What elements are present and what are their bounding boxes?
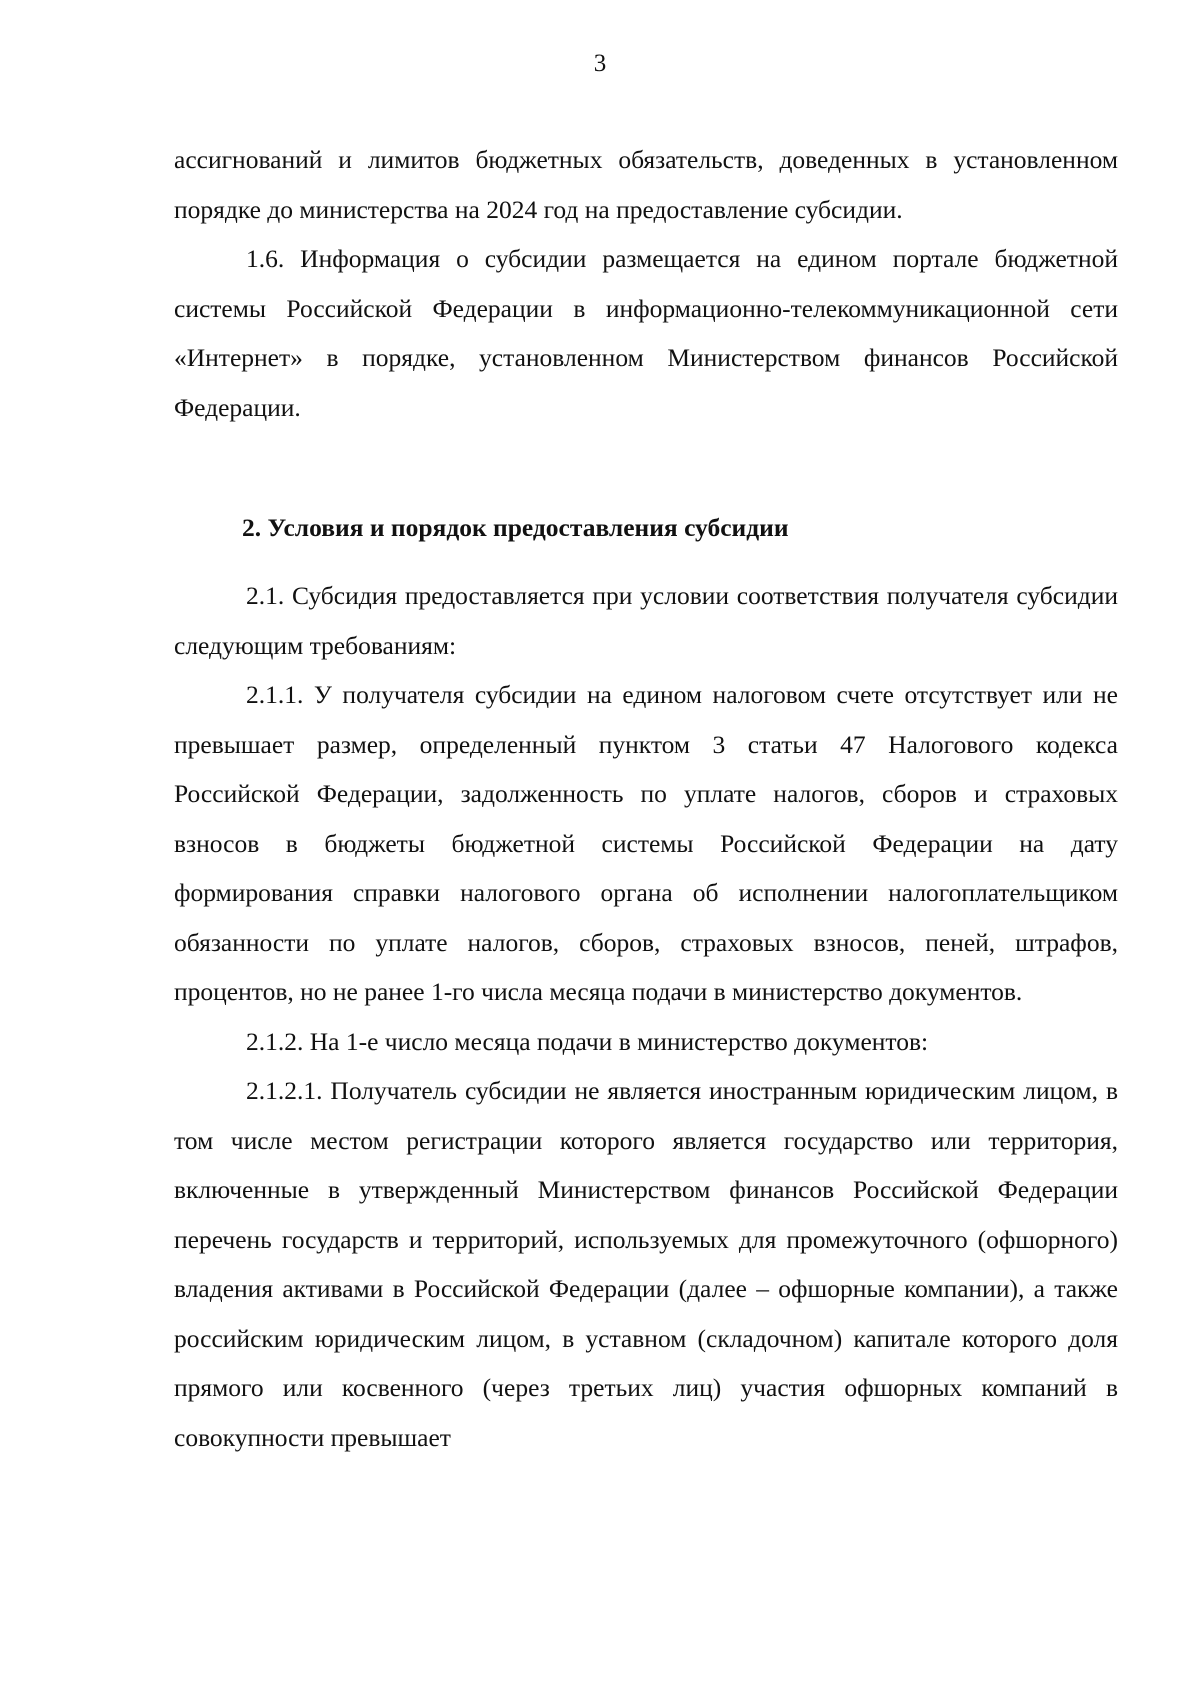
section-1-text [174, 135, 1118, 432]
paragraph-2-1-2: 2.1.2. На 1-е число месяца подачи в министерство документов: [246, 1026, 929, 1056]
paragraph-2-1-2-1: 2.1.2.1. Получатель субсидии не является иностранным юридическим лицом, в том числе местом регистрации которого является государство или территория, включенные в утвержденный Министерством финансов Российской Федерации перечень государств и территорий, используемых для промежуточного (офшорного) владения активами в Российской Федерации (далее – офшорные компании), а также российским юридическим лицом, в уставном (складочном) капитале которого доля прямого или косвенного (через третьих лиц) участия офшорных компаний в совокупности превышает [174, 1076, 1118, 1452]
section-2-text [174, 571, 1118, 1462]
paragraph-2-1: 2.1. Субсидия предоставляется при условии соответствия получателя субсидии следующим требованиям: [174, 581, 1118, 660]
paragraph-continuation: ассигнований и лимитов бюджетных обязательств, доведенных в установленном порядке до министерства на 2024 год на предоставление субсидии. [174, 145, 1118, 224]
section-2-heading: 2. Условия и порядок предоставления субсидии [242, 513, 789, 542]
page-number: 3 [593, 50, 607, 77]
paragraph-1-6: 1.6. Информация о субсидии размещается на едином портале бюджетной системы Российской Федерации в информационно-телекоммуникационной сети «Интернет» в порядке, установленном Министерством финансов Российской Федерации. [174, 244, 1118, 422]
paragraph-2-1-1: 2.1.1. У получателя субсидии на едином налоговом счете отсутствует или не превышает размер, определенный пунктом 3 статьи 47 Налогового кодекса Российской Федерации, задолженность по уплате налогов, сборов и страховых взносов в бюджеты бюджетной системы Российской Федерации на дату формирования справки налогового органа об исполнении налогоплательщиком обязанности по уплате налогов, сборов, страховых взносов, пеней, штрафов, процентов, но не ранее 1-го числа месяца подачи в министерство документов. [174, 680, 1118, 1006]
